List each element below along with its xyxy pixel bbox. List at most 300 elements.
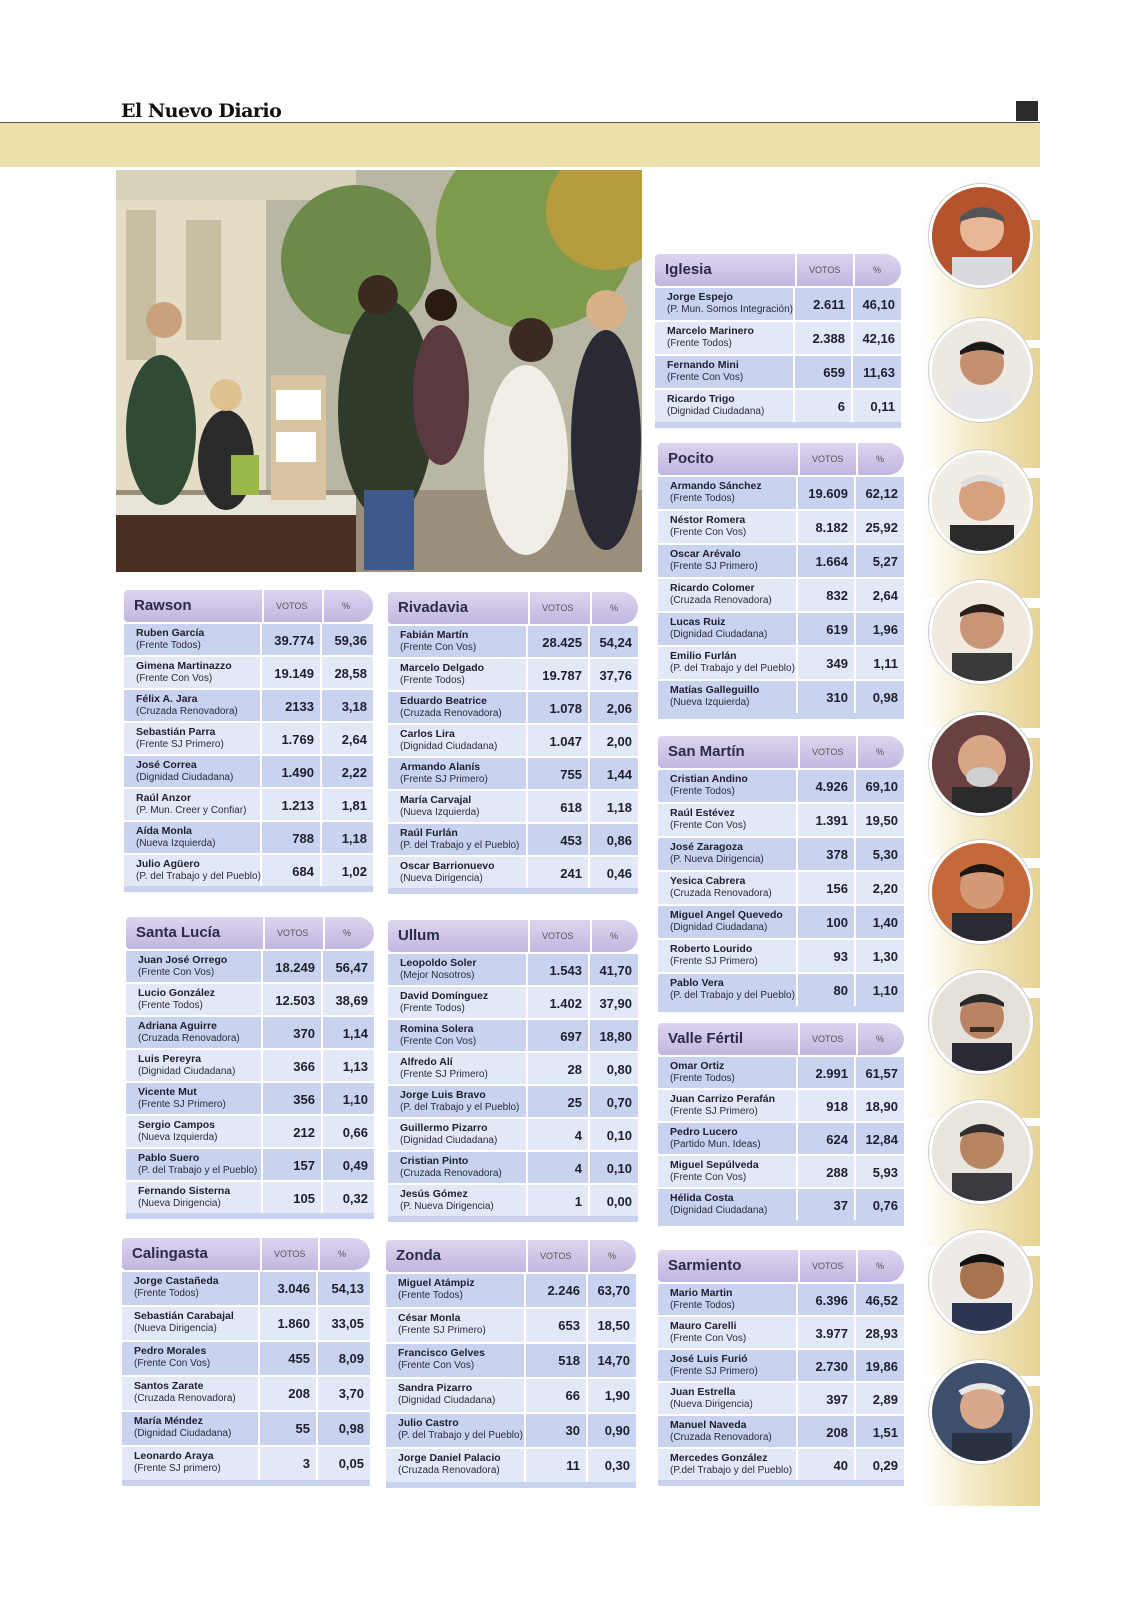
table-row	[122, 1270, 370, 1305]
person-portrait-icon	[932, 715, 1032, 815]
votes-cell	[528, 758, 588, 789]
candidate-name: Leopoldo Soler	[400, 957, 477, 969]
candidate-cell	[126, 1116, 261, 1147]
vote-count: 37	[833, 1198, 848, 1213]
candidate-name: Pablo Suero	[138, 1152, 200, 1164]
candidate-cell	[124, 789, 260, 820]
newspaper-brand: El Nuevo Diario	[121, 100, 282, 122]
vote-count: 378	[826, 847, 848, 862]
votes-cell	[798, 1416, 854, 1447]
table-row	[658, 1348, 904, 1381]
percent-column-header: %	[876, 1034, 885, 1044]
candidate-name: Fabián Martín	[400, 629, 469, 641]
percent-cell	[322, 690, 373, 721]
candidate-party: (Nueva Izquierda)	[136, 838, 216, 849]
candidate-cell	[388, 1053, 526, 1084]
table-header	[658, 1023, 904, 1055]
votes-cell	[798, 1317, 854, 1348]
candidate-name: Oscar Arévalo	[670, 548, 741, 560]
votes-cell	[263, 1083, 321, 1114]
votes-cell	[528, 987, 588, 1018]
candidate-name: Yesica Cabrera	[670, 875, 746, 887]
vote-percentage: 1,13	[342, 1059, 368, 1074]
vote-percentage: 0,00	[606, 1194, 632, 1209]
percent-cell	[590, 1152, 638, 1183]
percent-cell	[856, 511, 904, 543]
votes-cell	[528, 1152, 588, 1183]
candidate-party: (Frente Con Vos)	[134, 1358, 211, 1369]
candidate-party: (Cruzada Renovadora)	[134, 1393, 236, 1404]
vote-percentage: 1,02	[341, 864, 367, 879]
column-divider	[528, 592, 530, 624]
candidate-name: Jorge Espejo	[667, 291, 733, 303]
results-table	[388, 920, 638, 1222]
voting-scene-illustration	[116, 170, 642, 572]
vote-percentage: 1,10	[872, 983, 898, 998]
candidate-cell	[658, 579, 796, 611]
candidate-party: (P. del Trabajo y del Pueblo)	[136, 871, 261, 882]
votes-cell	[798, 872, 854, 904]
votes-cell	[528, 1053, 588, 1084]
candidate-party: (P. Nueva Dirigencia)	[400, 1201, 494, 1212]
vote-count: 212	[293, 1125, 315, 1140]
vote-count: 19.787	[542, 668, 582, 683]
votes-cell	[262, 789, 320, 820]
votes-cell	[528, 725, 588, 756]
vote-count: 2.991	[815, 1066, 848, 1081]
candidate-cell	[658, 613, 796, 645]
candidate-cell	[658, 1123, 796, 1154]
percent-cell	[590, 954, 638, 985]
vote-percentage: 1,90	[604, 1388, 630, 1403]
candidate-cell	[658, 1317, 796, 1348]
candidate-cell	[126, 1149, 261, 1180]
votes-cell	[798, 838, 854, 870]
percent-cell	[856, 1090, 904, 1121]
table-footer	[658, 1006, 904, 1012]
votes-cell	[526, 1379, 586, 1412]
vote-count: 2.246	[547, 1283, 580, 1298]
table-row	[658, 870, 904, 904]
vote-count: 1.543	[549, 963, 582, 978]
votes-cell	[526, 1274, 586, 1307]
candidate-cell	[658, 1383, 796, 1414]
table-row	[658, 475, 904, 509]
vote-percentage: 18,50	[597, 1318, 630, 1333]
vote-percentage: 46,52	[865, 1293, 898, 1308]
vote-count: 4	[574, 1128, 582, 1143]
table-row	[658, 1315, 904, 1348]
candidate-portrait-rawson	[929, 450, 1033, 554]
vote-percentage: 1,51	[872, 1425, 898, 1440]
candidate-party: (Frente Con Vos)	[667, 372, 744, 383]
table-footer	[126, 1213, 374, 1219]
table-row	[388, 1051, 638, 1084]
candidate-party: (Dignidad Ciudadana)	[670, 629, 768, 640]
candidate-cell	[386, 1449, 524, 1482]
vote-count: 55	[295, 1421, 310, 1436]
table-row	[126, 1180, 374, 1213]
vote-count: 3.977	[815, 1326, 848, 1341]
candidate-party: (Frente Todos)	[670, 1300, 735, 1311]
candidate-party: (Dignidad Ciudadana)	[134, 1428, 232, 1439]
column-divider	[798, 1250, 800, 1282]
candidate-cell	[658, 804, 796, 836]
percent-cell	[323, 1182, 374, 1213]
vote-percentage: 2,06	[606, 701, 632, 716]
candidate-party: (Nueva Izquierda)	[670, 697, 750, 708]
votes-cell	[262, 756, 320, 787]
candidate-cell	[126, 1050, 261, 1081]
percent-cell	[590, 659, 638, 690]
table-row	[126, 949, 374, 982]
candidate-name: Juan Estrella	[670, 1386, 736, 1398]
table-row	[124, 622, 373, 655]
table-footer	[122, 1480, 370, 1486]
percent-cell	[856, 1317, 904, 1348]
candidate-party: (P. del Trabajo y el Pueblo)	[400, 1102, 520, 1113]
person-portrait-icon	[932, 321, 1032, 421]
percent-cell	[590, 824, 638, 855]
vote-count: 2.611	[813, 297, 845, 312]
candidate-party: (Nueva Dirigencia)	[138, 1198, 221, 1209]
vote-percentage: 3,18	[341, 699, 367, 714]
table-row	[658, 1055, 904, 1088]
votes-cell	[798, 1383, 854, 1414]
table-footer	[386, 1482, 636, 1488]
percent-cell	[322, 789, 373, 820]
candidate-party: (Frente SJ Primero)	[400, 774, 488, 785]
percent-column-header: %	[338, 1249, 347, 1259]
candidate-party: (Cruzada Renovadora)	[400, 1168, 502, 1179]
vote-percentage: 12,84	[865, 1132, 898, 1147]
candidate-party: (Frente Con Vos)	[398, 1360, 475, 1371]
percent-cell	[322, 855, 373, 886]
candidate-party: (Nueva Izquierda)	[138, 1132, 218, 1143]
column-divider	[528, 920, 530, 952]
department-name: San Martín	[668, 743, 745, 760]
vote-count: 4.926	[815, 779, 848, 794]
votes-column-header: VOTOS	[542, 931, 574, 941]
candidate-cell	[388, 1020, 526, 1051]
table-row	[388, 723, 638, 756]
vote-count: 157	[293, 1158, 315, 1173]
candidate-name: Oscar Barrionuevo	[400, 860, 495, 872]
vote-count: 40	[833, 1458, 848, 1473]
percent-cell	[323, 984, 374, 1015]
votes-cell	[795, 390, 851, 422]
votes-cell	[528, 857, 588, 888]
department-name: Pocito	[668, 450, 714, 467]
percent-cell	[856, 804, 904, 836]
candidate-cell	[126, 1182, 261, 1213]
percent-column-header: %	[610, 603, 619, 613]
table-header	[388, 592, 638, 624]
candidate-party: (Dignidad Ciudadana)	[138, 1066, 236, 1077]
candidate-party: (Cruzada Renovadora)	[398, 1465, 500, 1476]
table-row	[388, 690, 638, 723]
vote-count: 755	[560, 767, 582, 782]
percent-cell	[856, 940, 904, 972]
column-divider	[318, 1238, 320, 1270]
table-header	[388, 920, 638, 952]
candidate-name: Fernando Sisterna	[138, 1185, 231, 1197]
candidate-name: Marcelo Marinero	[667, 325, 754, 337]
percent-column-header: %	[343, 928, 352, 938]
candidate-party: (Mejor Nosotros)	[400, 970, 475, 981]
vote-percentage: 0,86	[606, 833, 632, 848]
candidate-cell	[126, 1017, 261, 1048]
vote-percentage: 0,10	[606, 1128, 632, 1143]
vote-count: 1	[574, 1194, 582, 1209]
vote-percentage: 54,13	[331, 1281, 364, 1296]
table-row	[124, 820, 373, 853]
vote-percentage: 0,49	[342, 1158, 368, 1173]
table-header	[126, 917, 374, 949]
votes-cell	[798, 1090, 854, 1121]
percent-cell	[590, 1053, 638, 1084]
candidate-name: José Zaragoza	[670, 841, 743, 853]
vote-percentage: 2,22	[341, 765, 367, 780]
vote-percentage: 8,09	[338, 1351, 364, 1366]
percent-cell	[590, 725, 638, 756]
table-row	[386, 1272, 636, 1307]
votes-cell	[260, 1412, 316, 1445]
vote-count: 3.046	[277, 1281, 310, 1296]
vote-count: 370	[293, 1026, 315, 1041]
person-portrait-icon	[932, 1103, 1032, 1203]
candidate-portrait-sarmiento	[929, 1360, 1033, 1464]
column-divider	[323, 917, 325, 949]
table-row	[126, 1048, 374, 1081]
candidate-party: (Frente SJ Primero)	[670, 1366, 758, 1377]
candidate-party: (P. Nueva Dirigencia)	[670, 854, 764, 865]
percent-cell	[588, 1309, 636, 1342]
vote-count: 1.402	[549, 996, 582, 1011]
percent-cell	[856, 1383, 904, 1414]
candidate-portrait-iglesia	[929, 184, 1033, 288]
candidate-name: Jorge Castañeda	[134, 1275, 219, 1287]
person-portrait-icon	[932, 1233, 1032, 1333]
candidate-name: Miguel Angel Quevedo	[670, 909, 783, 921]
column-divider	[590, 592, 592, 624]
candidate-party: (Frente Con Vos)	[138, 967, 215, 978]
vote-count: 1.664	[815, 554, 848, 569]
candidate-cell	[658, 1189, 796, 1220]
votes-cell	[798, 511, 854, 543]
percent-cell	[588, 1449, 636, 1482]
percent-column-header: %	[876, 747, 885, 757]
vote-percentage: 0,90	[604, 1423, 630, 1438]
candidate-name: José Luis Furió	[670, 1353, 748, 1365]
percent-cell	[856, 1284, 904, 1315]
candidate-cell	[124, 723, 260, 754]
candidate-party: (P. del Trabajo y el Pueblo)	[138, 1165, 258, 1176]
column-divider	[856, 736, 858, 768]
vote-count: 684	[292, 864, 314, 879]
department-name: Rawson	[134, 597, 192, 614]
percent-cell	[856, 579, 904, 611]
vote-percentage: 37,90	[599, 996, 632, 1011]
vote-count: 28.425	[542, 635, 582, 650]
table-row	[658, 938, 904, 972]
table-row	[388, 756, 638, 789]
vote-percentage: 33,05	[331, 1316, 364, 1331]
vote-count: 2.388	[812, 331, 845, 346]
vote-count: 30	[565, 1423, 580, 1438]
candidate-name: María Carvajal	[400, 794, 472, 806]
vote-percentage: 0,30	[604, 1458, 630, 1473]
column-divider	[795, 254, 797, 286]
percent-column-header: %	[876, 454, 885, 464]
candidate-party: (P. Mun. Somos Integración)	[667, 304, 793, 315]
candidate-name: Marcelo Delgado	[400, 662, 485, 674]
percent-cell	[322, 624, 373, 655]
vote-percentage: 0,11	[870, 399, 895, 414]
table-row	[658, 1282, 904, 1315]
table-row	[388, 822, 638, 855]
votes-cell	[798, 804, 854, 836]
votes-column-header: VOTOS	[809, 265, 841, 275]
table-row	[658, 679, 904, 713]
candidate-name: Pedro Lucero	[670, 1126, 738, 1138]
vote-percentage: 19,50	[865, 813, 898, 828]
vote-count: 4	[574, 1161, 582, 1176]
column-divider	[588, 1240, 590, 1272]
candidate-name: Cristian Andino	[670, 773, 748, 785]
candidate-name: Ricardo Colomer	[670, 582, 755, 594]
table-row	[658, 972, 904, 1006]
table-footer	[658, 1480, 904, 1486]
candidate-party: (Dignidad Ciudadana)	[398, 1395, 496, 1406]
candidate-name: Vicente Mut	[138, 1086, 197, 1098]
vote-percentage: 0,05	[338, 1456, 364, 1471]
table-footer	[658, 713, 904, 719]
vote-percentage: 1,96	[872, 622, 898, 637]
department-name: Santa Lucía	[136, 924, 221, 941]
table-row	[122, 1375, 370, 1410]
percent-cell	[318, 1377, 370, 1410]
candidate-party: (Frente SJ Primero)	[670, 1106, 758, 1117]
candidate-name: Adriana Aguirre	[138, 1020, 217, 1032]
votes-cell	[528, 1119, 588, 1150]
results-table	[126, 917, 374, 1219]
votes-cell	[263, 984, 321, 1015]
candidate-party: (P.del Trabajo y del Pueblo)	[670, 1465, 793, 1476]
candidate-portrait-santa-lucia	[929, 840, 1033, 944]
candidate-name: Miguel Sepúlveda	[670, 1159, 759, 1171]
table-row	[658, 611, 904, 645]
candidate-party: (Dignidad Ciudadana)	[136, 772, 234, 783]
table-footer	[388, 888, 638, 894]
candidate-cell	[388, 659, 526, 690]
candidate-name: Ruben García	[136, 627, 205, 639]
candidate-cell	[124, 822, 260, 853]
candidate-cell	[388, 692, 526, 723]
table-row	[388, 1084, 638, 1117]
department-name: Ullum	[398, 927, 440, 944]
candidate-name: Mario Martin	[670, 1287, 733, 1299]
table-header	[658, 443, 904, 475]
candidate-party: (Dignidad Ciudadana)	[670, 1205, 768, 1216]
candidate-cell	[386, 1414, 524, 1447]
candidate-party: (P. del Trabajo y del Pueblo)	[398, 1430, 523, 1441]
candidate-cell	[658, 974, 796, 1006]
results-table	[386, 1240, 636, 1488]
percent-cell	[323, 1017, 374, 1048]
candidate-name: Jesús Gómez	[400, 1188, 468, 1200]
column-divider	[263, 917, 265, 949]
table-row	[124, 853, 373, 886]
percent-cell	[590, 1185, 638, 1216]
candidate-party: (Frente Con Vos)	[670, 1172, 747, 1183]
vote-percentage: 0,76	[872, 1198, 898, 1213]
vote-count: 3	[302, 1456, 310, 1471]
table-header	[122, 1238, 370, 1270]
vote-count: 19.609	[808, 486, 848, 501]
candidate-cell	[658, 545, 796, 577]
candidate-cell	[658, 1057, 796, 1088]
candidate-party: (Frente Todos)	[670, 786, 735, 797]
person-portrait-icon	[932, 1363, 1032, 1463]
candidate-party: (P. Mun. Creer y Confiar)	[136, 805, 247, 816]
vote-count: 11	[566, 1458, 580, 1473]
results-table	[658, 443, 904, 719]
percent-cell	[856, 1057, 904, 1088]
vote-percentage: 25,92	[865, 520, 898, 535]
vote-percentage: 0,32	[342, 1191, 368, 1206]
department-name: Sarmiento	[668, 1257, 742, 1274]
votes-cell	[798, 681, 854, 713]
vote-percentage: 2,20	[872, 881, 898, 896]
table-row	[658, 543, 904, 577]
vote-percentage: 2,89	[872, 1392, 898, 1407]
vote-count: 93	[833, 949, 848, 964]
votes-column-header: VOTOS	[542, 603, 574, 613]
candidate-name: Sebastián Parra	[136, 726, 216, 738]
vote-percentage: 28,93	[865, 1326, 898, 1341]
candidate-name: Manuel Naveda	[670, 1419, 747, 1431]
votes-cell	[262, 855, 320, 886]
votes-cell	[263, 1182, 321, 1213]
votes-cell	[798, 1189, 854, 1220]
results-table	[658, 1250, 904, 1486]
vote-percentage: 3,70	[338, 1386, 364, 1401]
percent-cell	[322, 822, 373, 853]
candidate-name: Juan José Orrego	[138, 954, 228, 966]
votes-column-header: VOTOS	[274, 1249, 306, 1259]
candidate-cell	[388, 987, 526, 1018]
candidate-cell	[122, 1377, 258, 1410]
percent-cell	[588, 1344, 636, 1377]
votes-cell	[528, 1185, 588, 1216]
candidate-party: (Cruzada Renovadora)	[670, 1432, 772, 1443]
candidate-party: (Frente Con Vos)	[670, 820, 747, 831]
percent-cell	[590, 857, 638, 888]
percent-cell	[856, 1350, 904, 1381]
percent-cell	[318, 1272, 370, 1305]
percent-cell	[590, 1020, 638, 1051]
percent-cell	[590, 791, 638, 822]
percent-cell	[856, 1123, 904, 1154]
candidate-cell	[658, 872, 796, 904]
table-row	[658, 1381, 904, 1414]
vote-percentage: 0,29	[872, 1458, 898, 1473]
vote-percentage: 0,80	[606, 1062, 632, 1077]
candidate-cell	[388, 791, 526, 822]
vote-percentage: 1,44	[606, 767, 632, 782]
table-footer	[655, 422, 901, 428]
